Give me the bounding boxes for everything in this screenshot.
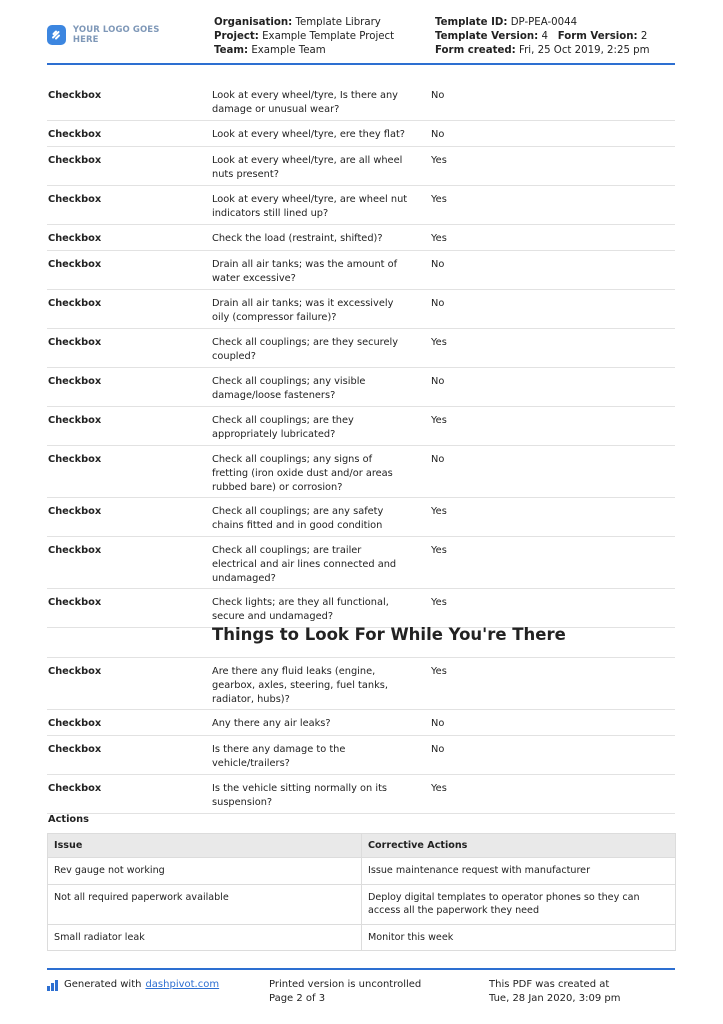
- checklist-question: Check all couplings; are they securely coupled?: [212, 337, 399, 362]
- checklist-question: Is there any damage to the vehicle/trailers?: [212, 744, 346, 769]
- checklist-row: [47, 736, 675, 775]
- issue-cell: Not all required paperwork available: [48, 884, 362, 924]
- footer-divider: [47, 968, 675, 970]
- checklist-question: Look at every wheel/tyre, Is there any damage or unusual wear?: [212, 90, 398, 115]
- page-number: Page 2 of 3: [269, 993, 326, 1004]
- pdf-created-date: Tue, 28 Jan 2020, 3:09 pm: [489, 993, 621, 1004]
- header-meta-left: [214, 16, 394, 58]
- field-type-label: Checkbox: [48, 376, 102, 387]
- checklist-row: [47, 121, 675, 147]
- company-logo: [47, 20, 182, 50]
- header-divider: [47, 63, 675, 65]
- pdf-created: [489, 978, 620, 1006]
- checklist-row: [47, 251, 675, 290]
- checklist-row: [47, 147, 675, 186]
- form-version-label: Form Version:: [557, 31, 638, 42]
- field-type-label: Checkbox: [48, 129, 102, 140]
- form-version-value: 2: [640, 31, 648, 42]
- field-type-label: Checkbox: [48, 597, 102, 608]
- checklist-answer: Yes: [431, 194, 447, 205]
- field-type-label: Checkbox: [48, 233, 102, 244]
- page-header: [47, 14, 675, 66]
- checklist-row: [47, 82, 675, 121]
- field-type-label: Checkbox: [48, 90, 102, 101]
- field-type-label: Checkbox: [48, 298, 102, 309]
- checklist-answer: No: [431, 298, 445, 309]
- checklist-row: [47, 290, 675, 329]
- table-row: [48, 858, 676, 885]
- checklist-question: Check all couplings; are they appropriately lubricated?: [212, 415, 354, 440]
- field-type-label: Checkbox: [48, 783, 102, 794]
- field-type-label: Checkbox: [48, 454, 102, 465]
- checklist-answer: Yes: [431, 415, 447, 426]
- printed-notice: [269, 978, 421, 1006]
- field-type-label: Checkbox: [48, 259, 102, 270]
- checklist-question: Look at every wheel/tyre, are wheel nut indicators still lined up?: [212, 194, 408, 219]
- field-type-label: Checkbox: [48, 155, 102, 166]
- issue-header: Issue: [48, 834, 362, 858]
- logo-icon: [47, 25, 66, 45]
- checklist-row: [47, 446, 675, 498]
- checklist-row: [47, 498, 675, 537]
- project-value: Example Template Project: [262, 31, 395, 42]
- issue-cell: Small radiator leak: [48, 924, 362, 951]
- field-type-label: Checkbox: [48, 545, 102, 556]
- field-type-label: Checkbox: [48, 415, 102, 426]
- action-cell: Deploy digital templates to operator phones so they can access all the paperwork they need: [362, 884, 676, 924]
- field-type-label: Checkbox: [48, 744, 102, 755]
- checklist-answer: Yes: [431, 506, 447, 517]
- checklist-row: [47, 710, 675, 736]
- checklist-answer: Yes: [431, 337, 447, 348]
- checklist-question: Are there any fluid leaks (engine, gearbox, axles, steering, fuel tanks, radiator, hubs)?: [212, 666, 388, 705]
- checklist-answer: No: [431, 454, 445, 465]
- checklist-question: Check all couplings; any signs of fretting (iron oxide dust and/or areas rubbed bare) or corrosion?: [212, 454, 393, 493]
- checklist-answer: Yes: [431, 233, 447, 244]
- checklist-row: [47, 589, 675, 628]
- checklist-answer: No: [431, 376, 445, 387]
- team-label: Team:: [214, 45, 249, 56]
- generated-with: [47, 978, 219, 992]
- logo-text: YOUR LOGO GOES HERE: [72, 25, 160, 45]
- checklist-question: Check lights; are they all functional, secure and undamaged?: [212, 597, 389, 622]
- checklist-answer: No: [431, 718, 445, 729]
- field-type-label: Checkbox: [48, 718, 102, 729]
- corrective-actions-header: Corrective Actions: [362, 834, 676, 858]
- actions-title: Actions: [48, 814, 89, 825]
- actions-table: [47, 833, 676, 951]
- checklist-question: Is the vehicle sitting normally on its suspension?: [212, 783, 388, 808]
- dashpivot-link[interactable]: dashpivot.com: [145, 979, 220, 990]
- checklist-question: Check all couplings; are trailer electrical and air lines connected and undamaged?: [212, 545, 397, 584]
- checklist-question: Check all couplings; are any safety chains fitted and in good condition: [212, 506, 384, 531]
- checklist-answer: No: [431, 90, 445, 101]
- checklist-answer: Yes: [431, 783, 447, 794]
- actions-header-row: [48, 834, 676, 858]
- form-created-value: Fri, 25 Oct 2019, 2:25 pm: [518, 45, 650, 56]
- checklist-row: [47, 407, 675, 446]
- checklist-row: [47, 186, 675, 225]
- pdf-created-label: This PDF was created at: [489, 979, 610, 990]
- printed-line: Printed version is uncontrolled: [269, 979, 422, 990]
- checklist-answer: No: [431, 129, 445, 140]
- checklist-section-2: [47, 657, 675, 814]
- dashpivot-bars-icon: [47, 980, 58, 991]
- organisation-label: Organisation:: [214, 17, 293, 28]
- checklist-answer: Yes: [431, 155, 447, 166]
- checklist-question: Check all couplings; any visible damage/loose fasteners?: [212, 376, 366, 401]
- template-version-value: 4: [541, 31, 548, 42]
- checklist-row: [47, 537, 675, 589]
- checklist-answer: Yes: [431, 666, 447, 677]
- checklist-row: [47, 775, 675, 814]
- checklist-question: Look at every wheel/tyre, ere they flat?: [212, 129, 406, 140]
- header-meta-right: [435, 16, 650, 58]
- table-row: [48, 884, 676, 924]
- field-type-label: Checkbox: [48, 337, 102, 348]
- checklist-section: [47, 82, 675, 628]
- generated-text: Generated with: [64, 979, 142, 990]
- project-label: Project:: [214, 31, 259, 42]
- organisation-value: Template Library: [295, 17, 381, 28]
- table-row: [48, 924, 676, 951]
- team-value: Example Team: [251, 45, 326, 56]
- checklist-question: Check the load (restraint, shifted)?: [212, 233, 383, 244]
- template-id-value: DP-PEA-0044: [510, 17, 578, 28]
- checklist-answer: Yes: [431, 597, 447, 608]
- checklist-row: [47, 658, 675, 710]
- issue-cell: Rev gauge not working: [48, 858, 362, 885]
- checklist-answer: No: [431, 259, 445, 270]
- checklist-question: Drain all air tanks; was the amount of water excessive?: [212, 259, 398, 284]
- field-type-label: Checkbox: [48, 666, 102, 677]
- checklist-row: [47, 368, 675, 407]
- checklist-answer: Yes: [431, 545, 447, 556]
- template-version-label: Template Version:: [435, 31, 539, 42]
- action-cell: Issue maintenance request with manufacturer: [362, 858, 676, 885]
- checklist-question: Any there any air leaks?: [212, 718, 331, 729]
- template-id-label: Template ID:: [435, 17, 508, 28]
- checklist-answer: No: [431, 744, 445, 755]
- action-cell: Monitor this week: [362, 924, 676, 951]
- checklist-row: [47, 225, 675, 251]
- checklist-row: [47, 329, 675, 368]
- field-type-label: Checkbox: [48, 506, 102, 517]
- form-created-label: Form created:: [435, 45, 516, 56]
- checklist-question: Look at every wheel/tyre, are all wheel nuts present?: [212, 155, 403, 180]
- field-type-label: Checkbox: [48, 194, 102, 205]
- checklist-question: Drain all air tanks; was it excessively oily (compressor failure)?: [212, 298, 394, 323]
- section-title: Things to Look For While You're There: [212, 625, 566, 644]
